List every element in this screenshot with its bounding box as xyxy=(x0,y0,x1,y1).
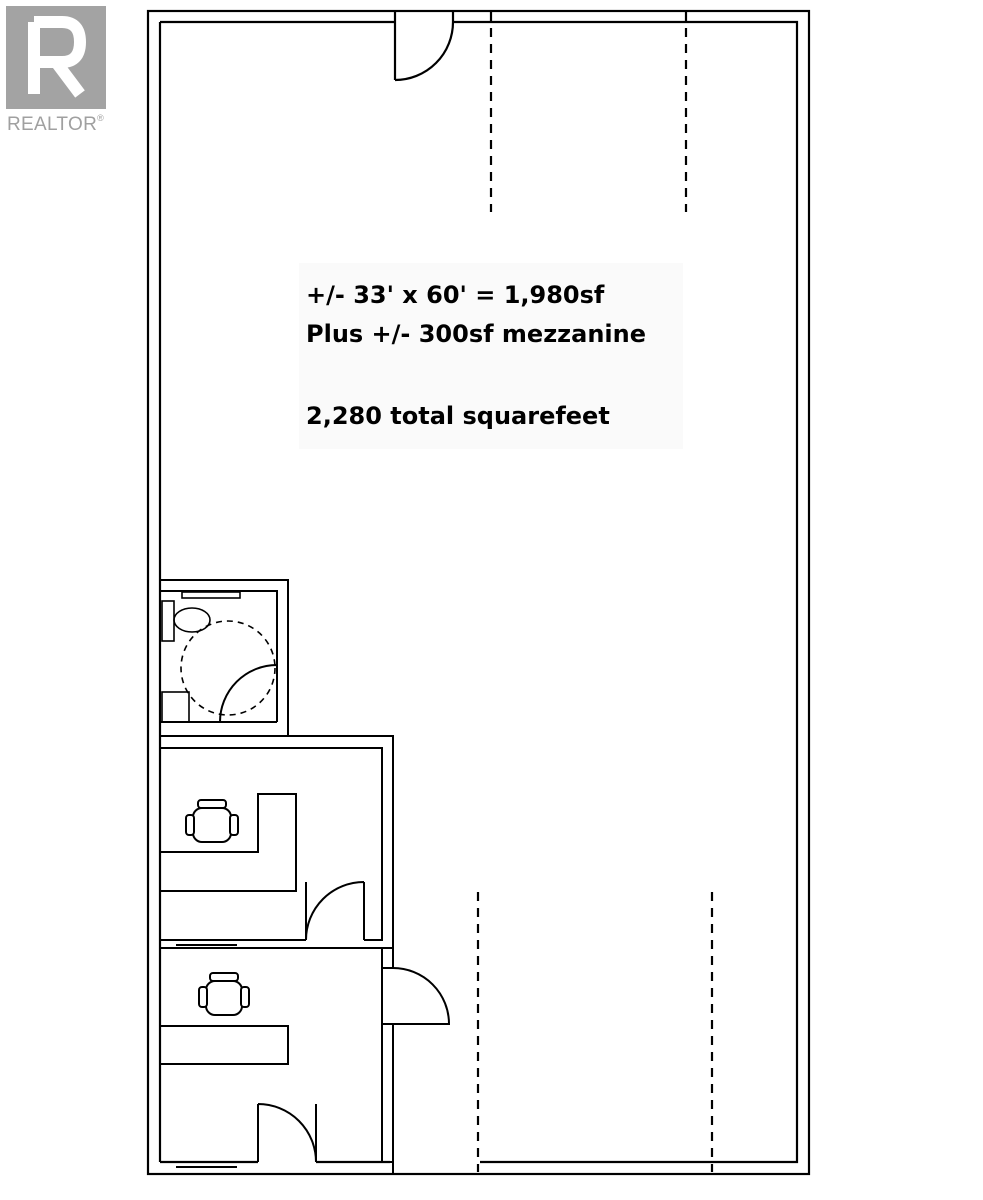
office-2-desk xyxy=(160,1026,288,1064)
realtor-wordmark-text: REALTOR xyxy=(7,114,98,135)
door-corridor xyxy=(393,968,449,1024)
office-chair-1-icon xyxy=(186,800,238,842)
toilet-bowl xyxy=(174,608,210,632)
washroom xyxy=(160,580,288,736)
door-office-2 xyxy=(258,1104,316,1162)
door-top-entry xyxy=(395,11,453,80)
area-note-mezzanine: Plus +/- 300sf mezzanine xyxy=(306,320,647,348)
window-office-1 xyxy=(176,940,237,945)
office-2 xyxy=(160,948,382,1167)
door-office-1 xyxy=(306,882,364,940)
registered-trademark-symbol: ® xyxy=(97,113,105,123)
corridor xyxy=(382,948,449,1174)
toilet-tank xyxy=(162,601,174,641)
sink xyxy=(162,692,189,722)
area-note-total: 2,280 total squarefeet xyxy=(306,402,610,430)
grab-bar xyxy=(182,592,240,598)
door-washroom xyxy=(220,665,277,722)
window-office-2 xyxy=(176,1162,237,1167)
area-note-dimensions: +/- 33' x 60' = 1,980sf xyxy=(306,281,605,309)
area-note xyxy=(299,263,683,449)
office-1 xyxy=(160,736,393,948)
office-chair-2-icon xyxy=(199,973,249,1015)
office-1-desk xyxy=(160,794,296,891)
exterior-wall-inner-right xyxy=(687,22,797,1162)
